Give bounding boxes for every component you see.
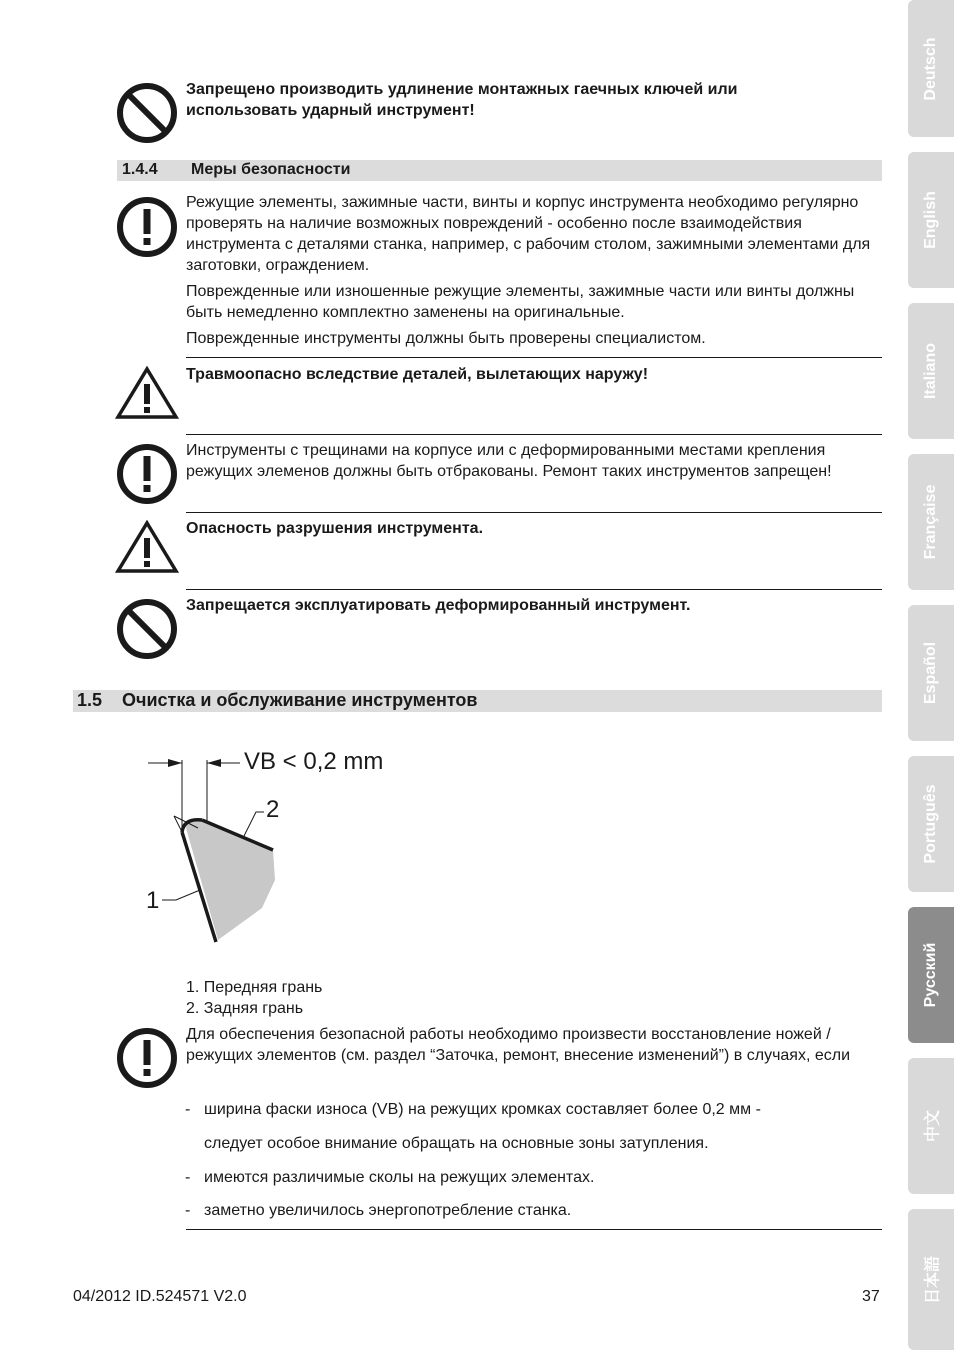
language-tab-label: Español xyxy=(922,641,939,705)
notice-specialist-paragraph: Поврежденные инструменты должны быть проверены специалистом. xyxy=(186,330,706,347)
figure-label-1: 1 xyxy=(146,887,160,914)
exclamation-circle-icon xyxy=(116,1027,178,1089)
section-heading-1-5 xyxy=(73,690,882,712)
language-tab-english[interactable] xyxy=(908,152,954,288)
language-tab-chinese[interactable] xyxy=(908,1058,954,1194)
list-item: заметно увеличилось энергопотребление станка. xyxy=(204,1202,572,1219)
bullet-dash: - xyxy=(185,1202,191,1219)
divider xyxy=(186,357,882,358)
section-number: 1.5 xyxy=(77,690,103,710)
exclamation-circle-icon xyxy=(116,443,178,505)
divider xyxy=(186,434,882,435)
language-tab-label: 中文 xyxy=(924,1109,942,1143)
section-title: Меры безопасности xyxy=(191,161,351,178)
language-tab-francaise[interactable] xyxy=(908,454,954,590)
legend-item-rake-face: 1. Передняя грань xyxy=(186,979,323,996)
language-tab-portugues[interactable] xyxy=(908,756,954,892)
section-heading-1-4-4 xyxy=(117,160,882,181)
notice-cracked-tools: Инструменты с трещинами на корпусе или с деформированными местами крепления режущих элеменов должны быть отбракованы. Ремонт таких инструментов запрещен! xyxy=(186,442,832,480)
language-tab-deutsch[interactable] xyxy=(908,0,954,137)
language-tab-label: 日本語 xyxy=(924,1255,942,1304)
language-tab-label: Português xyxy=(922,784,939,864)
legend-item-flank-face: 2. Задняя грань xyxy=(186,1000,304,1017)
notice-maintenance-intro: Для обеспечения безопасной работы необходимо произвести восстановление ножей / режущих элементов (см. раздел “Заточка, ремонт, внесение изменений”) в случаях, если xyxy=(186,1026,851,1064)
language-tab-label: Française xyxy=(922,484,939,560)
warning-triangle-icon xyxy=(115,520,179,574)
list-item-continuation: следует особое внимание обращать на основные зоны затупления. xyxy=(204,1135,709,1152)
language-tab-russian-active[interactable] xyxy=(908,907,954,1043)
section-title: Очистка и обслуживание инструментов xyxy=(122,690,478,710)
prohibition-icon xyxy=(116,82,178,144)
language-tab-label: Deutsch xyxy=(922,36,939,101)
vb-dimension-label: VB < 0,2 mm xyxy=(244,748,384,775)
notice-replacement-paragraph: Поврежденные или изношенные режущие элементы, зажимные части или винты должны быть немедленно комплектно заменены на оригинальные. xyxy=(186,283,855,321)
list-item: имеются различимые сколы на режущих элементах. xyxy=(204,1169,595,1186)
language-tab-italiano[interactable] xyxy=(908,303,954,439)
exclamation-circle-icon xyxy=(116,196,178,258)
divider xyxy=(186,589,882,590)
section-number: 1.4.4 xyxy=(122,161,158,178)
warning-text-tool-destruction: Опасность разрушения инструмента. xyxy=(186,520,484,537)
figure-label-2: 2 xyxy=(266,796,280,823)
language-tab-japanese[interactable] xyxy=(908,1209,954,1350)
prohibition-icon xyxy=(116,598,178,660)
prohibition-text-deformed: Запрещается эксплуатировать деформированный инструмент. xyxy=(186,597,691,614)
language-tab-label: Italiano xyxy=(922,342,939,400)
language-tab-label: Русский xyxy=(922,942,939,1008)
footer-doc-id: 04/2012 ID.524571 V2.0 xyxy=(73,1288,247,1305)
divider xyxy=(186,1229,882,1230)
prohibition-text-extension: Запрещено производить удлинение монтажных гаечных ключей или использовать ударный инструмент! xyxy=(186,81,738,119)
language-tab-espanol[interactable] xyxy=(908,605,954,741)
divider xyxy=(186,512,882,513)
warning-triangle-icon xyxy=(115,366,179,420)
list-item: ширина фаски износа (VB) на режущих кромках составляет более 0,2 мм - xyxy=(204,1101,761,1118)
warning-text-flying-parts: Травмоопасно вследствие деталей, вылетающих наружу! xyxy=(186,366,649,383)
page-number: 37 xyxy=(862,1288,880,1305)
bullet-dash: - xyxy=(185,1101,191,1118)
bullet-dash: - xyxy=(185,1169,191,1186)
language-tab-label: English xyxy=(922,191,939,249)
notice-inspection-paragraph: Режущие элементы, зажимные части, винты и корпус инструмента необходимо регулярно проверять на наличие возможных повреждений - особенно после взаимодействия инструмента с деталями станка, например, с рабочим столом, зажимными элементами для заготовки, ограждением. xyxy=(186,194,871,274)
